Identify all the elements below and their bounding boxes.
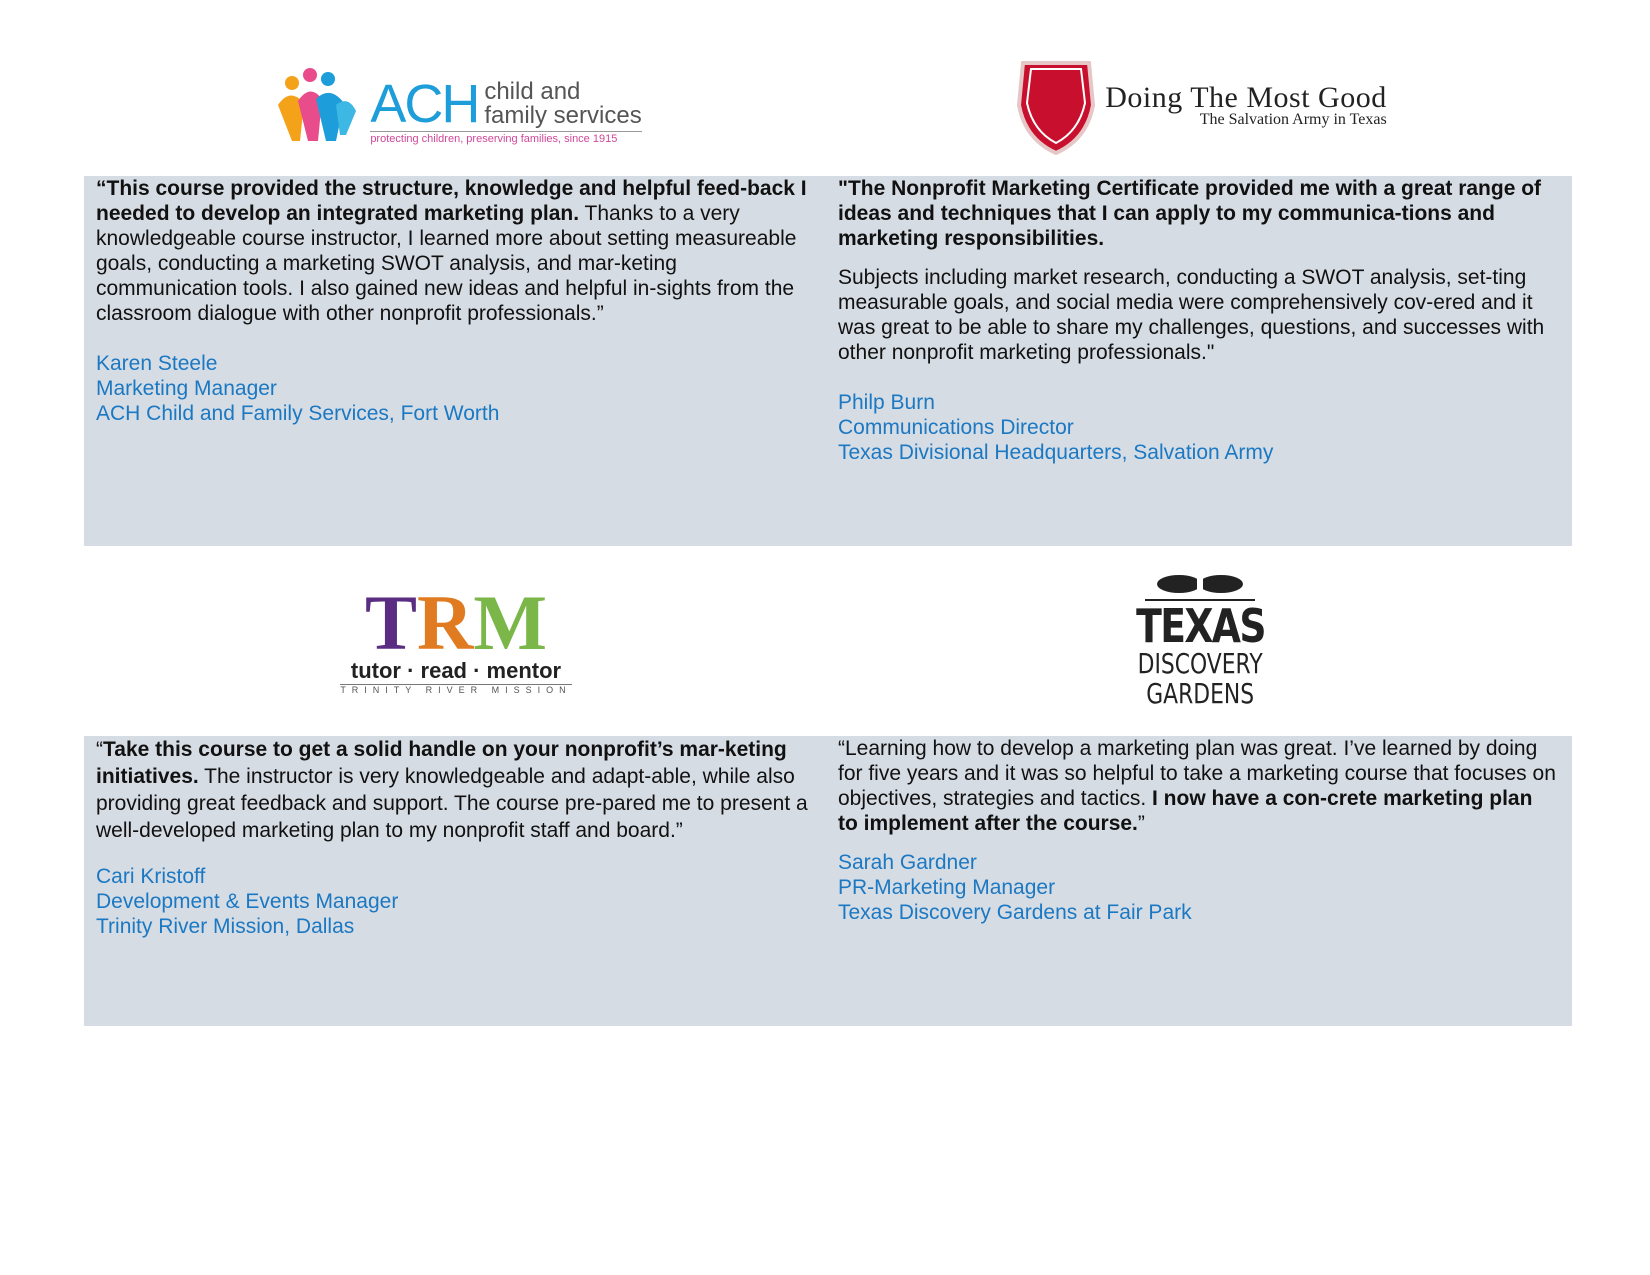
testimonial-panel-bottom (84, 736, 1572, 1026)
ach-hands-icon (270, 65, 360, 145)
quote-highlight: I now have a con-crete marketing plan to implement after the course. (838, 787, 1533, 835)
trm-letter-r: R (417, 578, 474, 666)
quote-open: “ (96, 738, 103, 761)
quote-close: ” (1137, 812, 1145, 835)
testimonial-quote (838, 736, 1556, 836)
attribution-org: ACH Child and Family Services, Fort Worth (96, 402, 500, 425)
trm-letter-t: T (364, 578, 418, 666)
testimonial-quote (96, 176, 816, 326)
ach-abbr: ACH (370, 74, 479, 134)
quote-body: The instructor is very knowledgeable and adapt-able, while also providing great feedback and support. The course pre-pared me to present a well-developed marketing plan to my nonprofit staff and board.” (96, 765, 808, 842)
salvation-army-shield-icon (1013, 55, 1099, 155)
quote-highlight: Take this course to get a solid handle on your nonprofit’s mar-keting initiatives. (96, 738, 787, 788)
salvation-army-title: Doing The Most Good (1105, 81, 1387, 114)
attribution-name: Philp Burn (838, 391, 935, 414)
ach-tagline: protecting children, preserving families, since 1915 (370, 131, 641, 145)
attribution-role: Communications Director (838, 416, 1074, 439)
tdg-line2: DISCOVERY (1137, 647, 1263, 680)
attribution-role: Marketing Manager (96, 377, 277, 400)
testimonial-philp (828, 176, 1572, 546)
salvation-army-logo (828, 40, 1572, 170)
quote-body: Thanks to a very knowledgeable course instructor, I learned more about setting measureable goals, conducting a marketing SWOT analysis, and mar-keting communication tools. I also gained new ideas and helpful in-sights from the classroom dialogue with other nonprofit professionals.” (96, 202, 797, 325)
testimonial-panel-top (84, 176, 1572, 546)
trm-tagline: tutor · read · mentor (350, 657, 562, 683)
attribution (838, 850, 1556, 925)
trm-mission: TRINITY RIVER MISSION (340, 684, 572, 695)
quote-body: “Learning how to develop a marketing plan was great. I’ve learned by doing for five years and it was so helpful to take a marketing course that focuses on objectives, strategies and tactics. (838, 737, 1556, 810)
salvation-army-subtitle: The Salvation Army in Texas (1199, 111, 1387, 128)
attribution (838, 390, 1556, 465)
tdg-line1: TEXAS (1135, 599, 1265, 653)
middle-logo-row (84, 545, 1572, 735)
testimonial-sarah (828, 736, 1572, 1026)
attribution-name: Cari Kristoff (96, 865, 206, 888)
attribution-role: Development & Events Manager (96, 890, 399, 913)
attribution (96, 351, 816, 426)
testimonial-cari (84, 736, 828, 1026)
trm-letter-m: M (473, 578, 547, 666)
attribution-name: Sarah Gardner (838, 851, 977, 874)
top-logo-row (84, 40, 1572, 170)
attribution-org: Texas Divisional Headquarters, Salvation Army (838, 441, 1274, 464)
trm-logo (84, 545, 828, 735)
testimonial-karen (84, 176, 828, 546)
testimonial-quote (96, 736, 816, 844)
tdg-butterfly-icon (1155, 571, 1245, 597)
testimonial-quote (838, 176, 1556, 251)
ach-line2: family services (484, 102, 642, 129)
ach-line1: child and (484, 78, 581, 105)
quote-body: Subjects including market research, conducting a SWOT analysis, set-ting measurable goals, and social media were comprehensively cov-ered and it was great to be able to share my challenges, questions, and successes with other nonprofit marketing professionals." (838, 266, 1545, 364)
attribution-role: PR-Marketing Manager (838, 876, 1056, 899)
attribution-org: Trinity River Mission, Dallas (96, 915, 355, 938)
attribution-name: Karen Steele (96, 352, 218, 375)
tdg-logo (828, 545, 1572, 735)
quote-highlight: "The Nonprofit Marketing Certificate provided me with a great range of ideas and techniques that I can apply to my communica-tions and marketing responsibilities. (838, 177, 1542, 250)
quote-highlight: “This course provided the structure, knowledge and helpful feed-back I needed to develop an integrated marketing plan. (96, 177, 807, 225)
tdg-line3: GARDENS (1146, 677, 1254, 710)
ach-logo (84, 40, 828, 170)
attribution (96, 864, 816, 939)
attribution-org: Texas Discovery Gardens at Fair Park (838, 901, 1192, 924)
